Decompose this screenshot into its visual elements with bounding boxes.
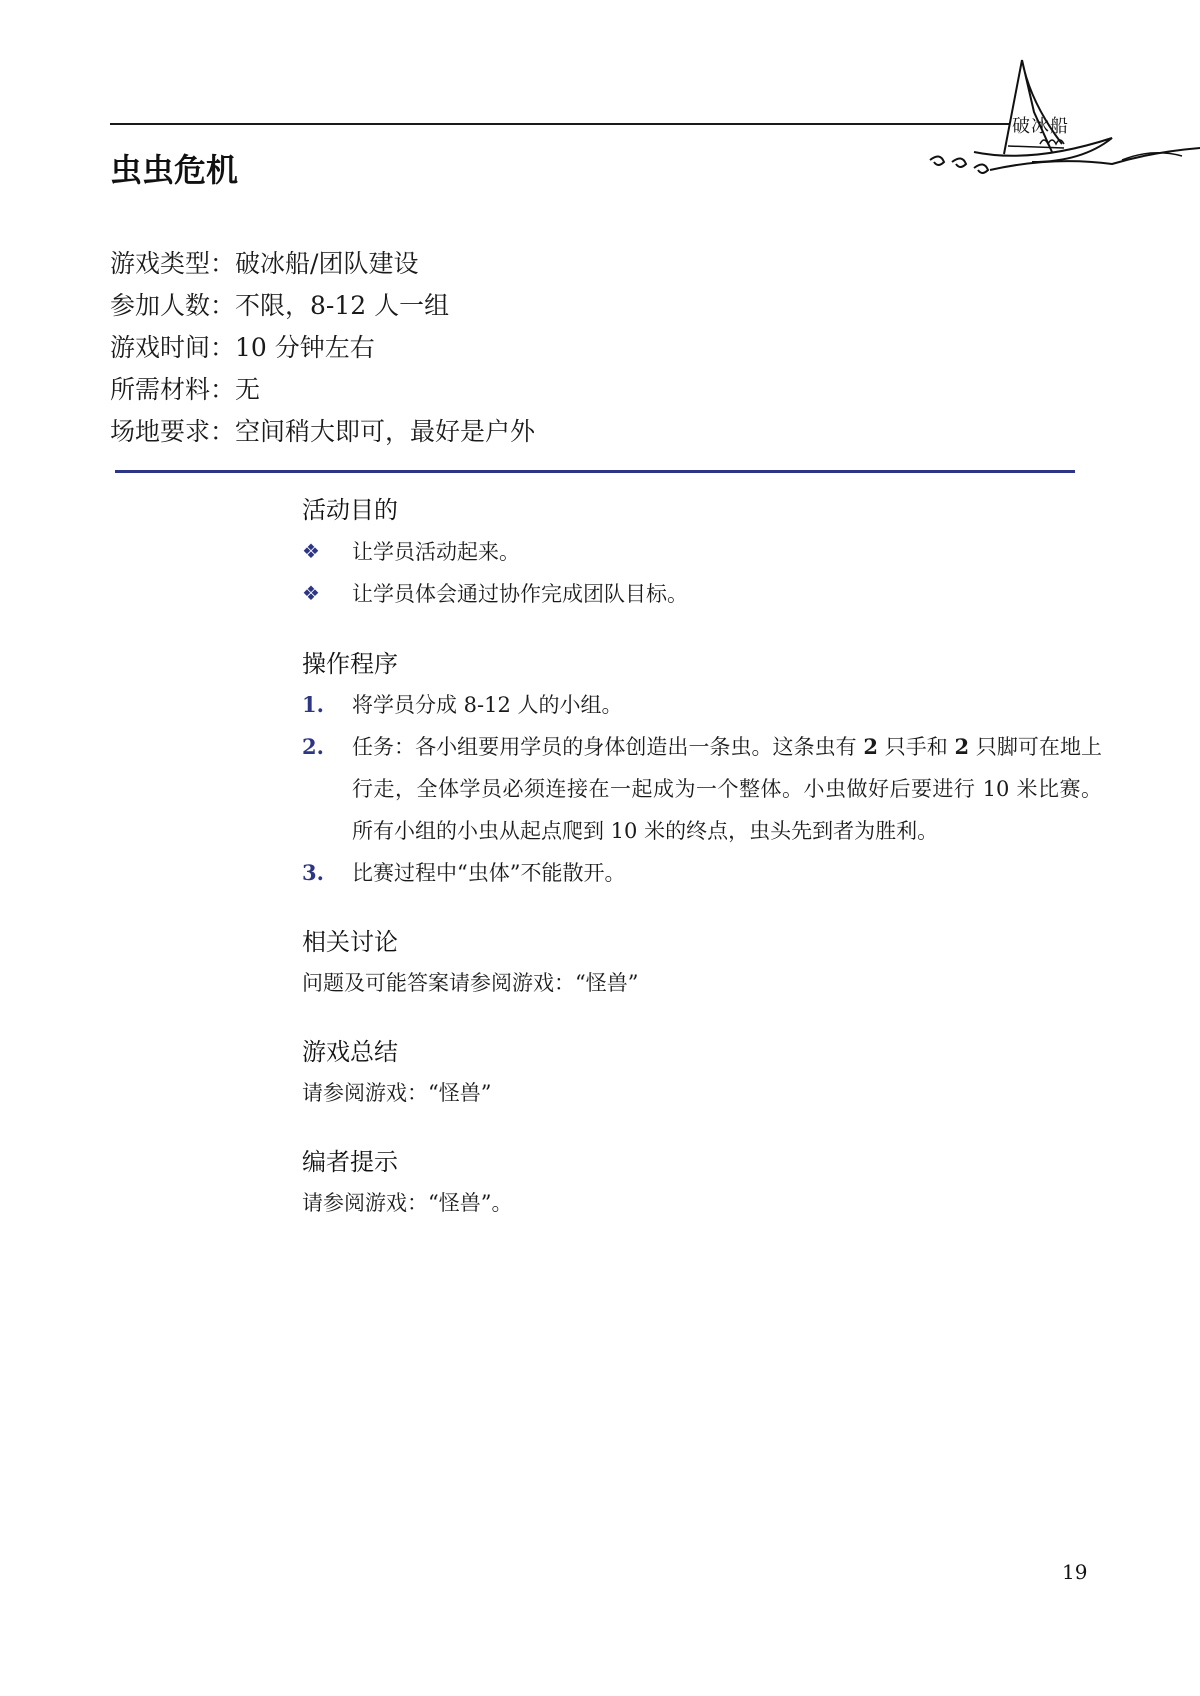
list-item: [302, 572, 1102, 614]
diamond-bullet-icon: ❖: [302, 539, 320, 563]
section-title-summary: 游戏总结: [302, 1038, 398, 1066]
info-value: 无: [235, 375, 261, 404]
section-title-objective: 活动目的: [302, 496, 398, 524]
step-item: [302, 726, 1102, 852]
discussion-text: 问题及可能答案请参阅游戏：“怪兽”: [302, 971, 639, 995]
step-text: 比赛过程中“虫体”不能散开。: [352, 861, 626, 885]
section-title-procedure: 操作程序: [302, 650, 398, 678]
list-item-text: 让学员体会通过协作完成团队目标。: [352, 582, 688, 606]
info-row-time: [110, 327, 535, 369]
info-row-materials: [110, 369, 535, 411]
tips-text: 请参阅游戏：“怪兽”。: [302, 1191, 513, 1215]
list-item: [302, 530, 1102, 572]
step-item: [302, 684, 1102, 726]
section-title-discussion: 相关讨论: [302, 928, 398, 956]
info-label: 参加人数：: [110, 291, 236, 320]
step-number: 2.: [302, 734, 324, 759]
header-rule: [110, 123, 1010, 125]
page-title: 虫虫危机: [110, 151, 239, 189]
section-divider: [115, 470, 1075, 473]
sailboat-logo: [912, 52, 1200, 202]
list-item-text: 让学员活动起来。: [352, 540, 520, 564]
info-label: 场地要求：: [110, 417, 236, 446]
info-row-players: [110, 285, 535, 327]
info-label: 游戏类型：: [110, 249, 236, 278]
info-label: 游戏时间：: [110, 333, 236, 362]
step-text: 任务：各小组要用学员的身体创造出一条虫。这条虫有 2 只手和 2 只脚可在地上行走，全体学员必须连接在一起成为一个整体。小虫做好后要进行 10 米比赛。所有小组的小虫从起点爬到 10 米的终点，虫头先到者为胜利。: [352, 734, 1102, 843]
info-label: 所需材料：: [110, 375, 236, 404]
diamond-bullet-icon: ❖: [302, 581, 320, 605]
info-value: 不限，8-12 人一组: [235, 291, 450, 320]
step-number: 3.: [302, 860, 324, 885]
summary-text: 请参阅游戏：“怪兽”: [302, 1081, 492, 1105]
section-title-tips: 编者提示: [302, 1148, 398, 1176]
main-content: [302, 490, 1102, 1224]
info-value: 破冰船/团队建设: [235, 249, 419, 278]
info-row-venue: [110, 411, 535, 453]
step-number: 1.: [302, 692, 324, 717]
step-text: 将学员分成 8-12 人的小组。: [352, 693, 623, 717]
logo-text: 破冰船: [1012, 116, 1069, 137]
info-value: 空间稍大即可，最好是户外: [235, 417, 536, 446]
page-number: 19: [1062, 1560, 1088, 1584]
game-info: [110, 243, 535, 453]
info-row-type: [110, 243, 535, 285]
info-value: 10 分钟左右: [235, 333, 375, 362]
step-item: [302, 852, 1102, 894]
